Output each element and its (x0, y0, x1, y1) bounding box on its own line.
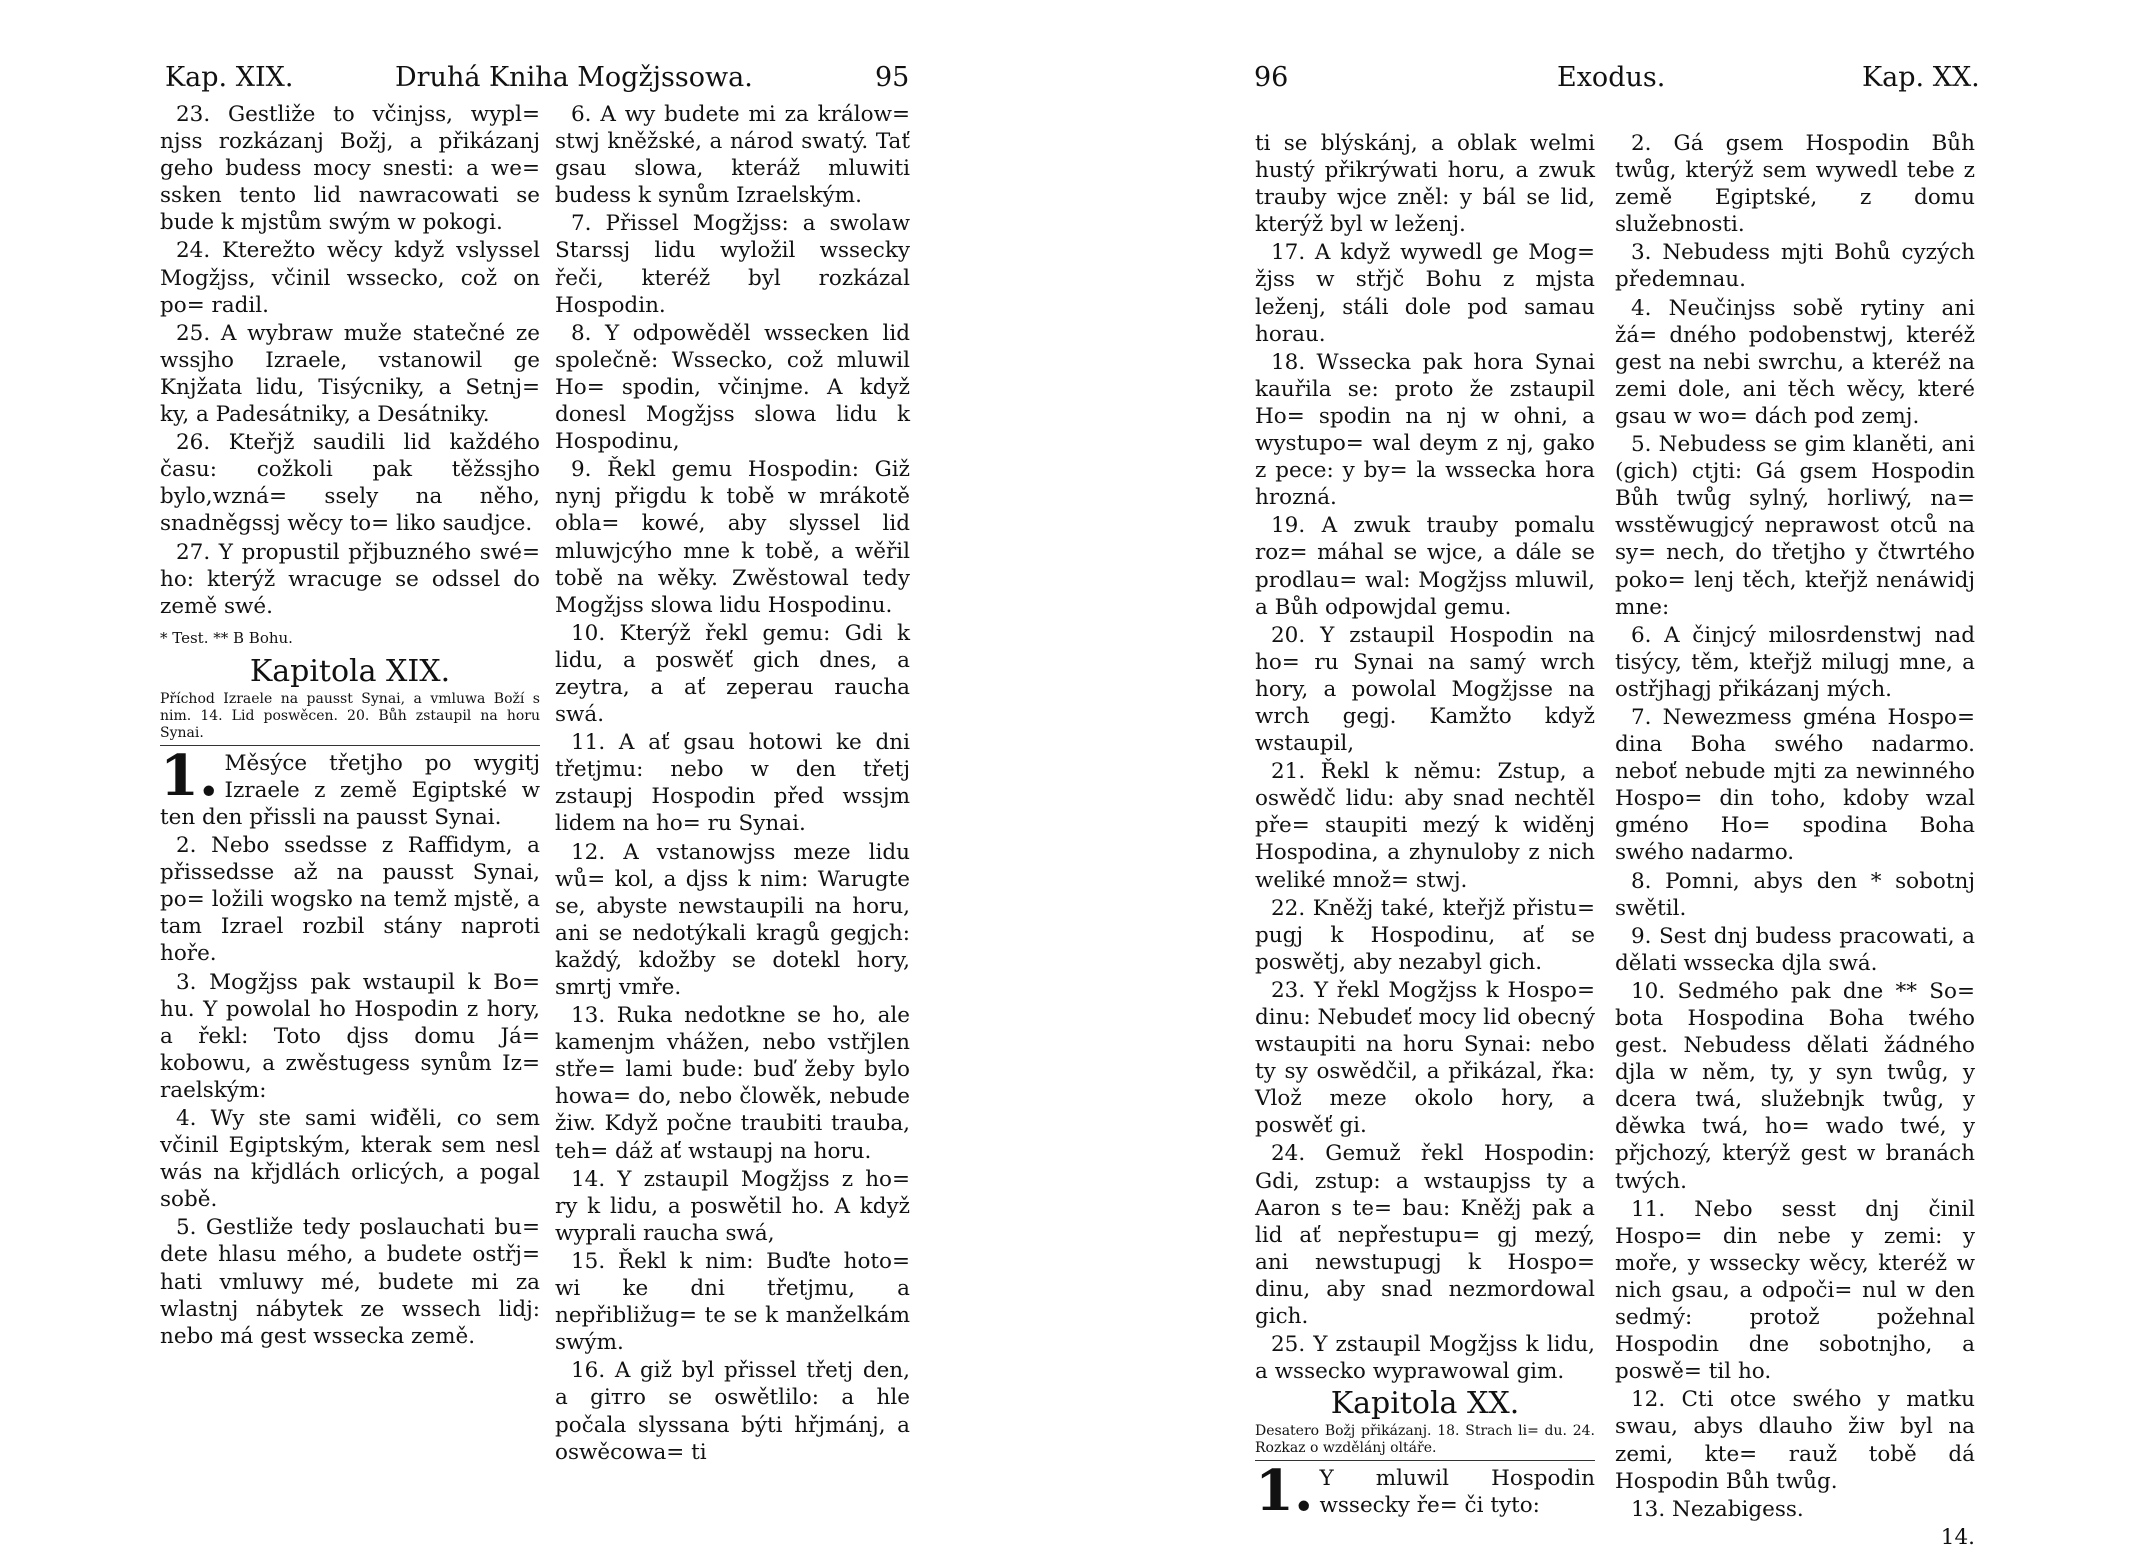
verse-1-text: Měsýce třetjho po wygitj Izraele z země Egiptské w ten den přissli na pausst Synai. (160, 750, 540, 830)
right-column-1 (1255, 130, 1595, 1525)
verse: 4. Wy ste sami wiđěli, co sem včinil Egiptským, kterak sem nesl wás na křjdlách orlicých, a pogal sobě. (160, 1106, 540, 1213)
verse: 4. Neučinjss sobě rytiny ani žá= dného podobenstwj, kteréž gest na nebi swrchu, a kteréž na zemi dole, ani těch wěcy, které gsau w wo= dách pod zemj. (1615, 295, 1975, 429)
verse: 24. Gemuž řekl Hospodin: Gdi, zstup: a wstaupjss ty a Aaron s te= bau: Kněžj pak a lid ať nepřestupu= gj mezý, ani newstupugj k Hospo= dinu, aby snad nezmordowal gich. (1255, 1141, 1595, 1330)
chapter-summary: Příchod Izraele na pausst Synai, a vmluwa Boží s nim. 14. Lid poswěcen. 20. Bůh zstaupil na horu Synai. (160, 691, 540, 746)
verse: 27. Y propustil přjbuzného swé= ho: kterýž wracuge se odssel do země swé. (160, 539, 540, 619)
verse: 23. Gestliže to včinjss, wypl= njss rozkázanj Božj, a přikázanj geho budess mocy snesti: a we= ssken tento lid nawracowati se bude k mjstům swým w pokogi. (160, 102, 540, 236)
verse: 24. Kterežto wěcy když vslyssel Mogžjss, včinil wssecko, což on po= radil. (160, 238, 540, 318)
chapter-heading: Kapitola XIX. (249, 653, 451, 689)
verse: 8. Y odpowěděl wssecken lid společně: Wssecko, což mluwil Ho= spodin, včinjme. A když donesl Mogžjss slowa lidu k Hospodinu, (555, 320, 910, 455)
chapter-running-head: Kap. XIX. (165, 62, 294, 93)
drop-cap-number: 1. (160, 742, 219, 809)
verse: 11. Nebo sesst dnj činil Hospo= din nebe y zemi: y moře, y wssecky wěcy, kteréž w nich gsau, a odpoči= nul w den sedmý: protož požehnal Hospodin dne sobotnjho, a poswě= til ho. (1615, 1196, 1975, 1385)
verse-1 (1255, 1458, 1595, 1525)
verse: 9. Sest dnj budess pracowati, a dělati wssecka djla swá. (1615, 923, 1975, 976)
chapter-heading: Kapitola XX. (1330, 1386, 1520, 1422)
verse-1 (160, 742, 540, 831)
verse: 5. Nebudess se gim klaněti, ani (gich) ctjti: Gá gsem Hospodin Bůh twůg sylný, horliwý, na= wsstěwugjcý neprawost otců na sy= nech, do třetjho y čtwrtého poko= lenj těch, kteřjž nenáwidj mne: (1615, 432, 1975, 620)
verse: 25. A wybraw muže statečné ze wssjho Izraele, vstanowil ge Knjžata lidu, Tisýcniky, a Setnj= ky, a Padesátniky, a Desátniky. (160, 320, 540, 428)
catchword: 14. (1940, 1524, 1975, 1550)
verse: 14. Y zstaupil Mogžjss z ho= ry k lidu, a poswětil ho. A když wyprali raucha swá, (555, 1166, 910, 1246)
verse: 25. Y zstaupil Mogžjss k lidu, a wssecko wyprawowal gim. (1255, 1332, 1595, 1385)
verse: 18. Wssecka pak hora Synai kauřila se: proto že zstaupil Ho= spodin na nj w ohni, a wystupo= wal deym z nj, gako z pece: y by= la wssecka hora hrozná. (1255, 349, 1595, 511)
verse: 13. Ruka nedotkne se ho, ale kamenjm vhážen, nebo vstřjlen stře= lami bude: buď žeby bylo howa= do, nebo člowěk, nebude žiw. Když počne traubiti trauba, teh= dáž ať wstaupj na horu. (555, 1003, 910, 1164)
chapter-summary: Desatero Božj přikázanj. 18. Strach li= du. 24. Rozkaz o wzdělánj oltáře. (1255, 1423, 1595, 1461)
verse: 8. Pomni, abys den * sobotnj swětil. (1615, 868, 1975, 921)
verse: 26. Kteřjž saudili lid každého času: cožkoli pak těžssjho bylo,wzná= ssely na něho, snadněgssj wěcy to= liko saudjce. (160, 430, 540, 537)
page-number: 96 (1254, 62, 1289, 93)
book-running-title: Exodus. (1557, 62, 1666, 93)
verse: 5. Gestliže tedy poslauchati bu= dete hlasu mého, a budete ostřj= hati vmluwy mé, budete mi za wlastnj nábytek ze wssech lidj: nebo má gest wssecka země. (160, 1215, 540, 1349)
chapter-running-head: Kap. XX. (1862, 62, 1980, 93)
verse: 11. A ať gsau hotowi ke dni třetjmu: nebo w den třetj zstaupj Hospodin před wssjm lidem na ho= ru Synai. (555, 730, 910, 837)
verse-1-text: Y mluwil Hospodin wssecky ře= či tyto: (1319, 1466, 1595, 1519)
verse: 15. Řekl k nim: Buďte hoto= wi ke dni třetjmu, a nepřibližug= te se k manželkám swým. (555, 1248, 910, 1356)
verse: 16. A giž byl přissel třetj den, a giтro se oswětlilo: a hle počala slyssana býti hřjmánj, a oswěcowa= ti (555, 1358, 910, 1465)
verse: 3. Nebudess mjti Bohů cyzých předemnau. (1615, 240, 1975, 293)
verse: 6. A činjcý milosrdenstwj nad tisýcy, těm, kteřjž milugj mne, a ostřjhagj přikázanj mých. (1615, 622, 1975, 702)
verse: 10. Sedmého pak dne ** So= bota Hospodina Boha twého gest. Nebudess dělati žádného djla w něm, ty, y syn twůg, y dcera twá, služebnjk twůg, y děwka twá, ho= wado twé, y přjchozý, kterýž gest w branách twých. (1615, 978, 1975, 1194)
verse: 12. A vstanowjss meze lidu wů= kol, a djss k nim: Warugte se, abyste newstaupili na horu, ani se nedotýkali kragů gegjch: každý, kdožby se dotekl hory, smrtj vmře. (555, 839, 910, 1000)
verse: ti se blýskánj, a oblak welmi hustý přikrýwati horu, a zwuk trauby wjce zněl: y bál se lid, kterýž byl w leženj. (1255, 131, 1595, 238)
verse: 3. Mogžjss pak wstaupil k Bo= hu. Y powolal ho Hospodin z hory, a řekl: Toto djss domu Já= kobowu, a zwěstugess synům Iz= raelským: (160, 969, 540, 1103)
verse: 21. Řekl k němu: Zstup, a oswědč lidu: aby snad nechtěl pře= staupiti mezý k widěnj Hospodina, a zhynuloby z nich weliké množ= stwj. (1255, 759, 1595, 893)
page-number: 95 (875, 62, 910, 93)
verse: 17. A když wywedl ge Mog= žjss w střjč Bohu z mjsta leženj, stáli dole pod samau horau. (1255, 240, 1595, 347)
verse: 20. Y zstaupil Hospodin na ho= ru Synai na samý wrch hory, a powolal Mogžjsse na wrch gegj. Kamžto když wstaupil, (1255, 622, 1595, 757)
book-running-title: Druhá Kniha Mogžjssowa. (395, 62, 753, 93)
drop-cap-number: 1. (1255, 1458, 1314, 1525)
verse: 12. Cti otce swého y matku swau, abys dlauho žiw byl na zemi, kte= rauž tobě dá Hospodin Bůh twůg. (1615, 1387, 1975, 1494)
footnote: * Test. ** B Bohu. (160, 628, 293, 647)
verse: 6. A wy budete mi za králow= stwj kněžské, a národ swatý. Tať gsau slowa, kteráž mluwiti budess k synům Izraelským. (555, 102, 910, 209)
verse: 7. Přissel Mogžjss: a swolaw Starssj lidu wyložil wssecky řeči, kteréž byl rozkázal Hospodin. (555, 211, 910, 318)
verse: 2. Gá gsem Hospodin Bůh twůg, kterýž sem wywedl tebe z země Egiptské, z domu služebnosti. (1615, 131, 1975, 238)
left-column-2 (555, 101, 910, 1467)
verse: 10. Kterýž řekl gemu: Gdi k lidu, a poswěť gich dnes, a zeytra, a ať zeperau raucha swá. (555, 620, 910, 728)
verse: 22. Kněžj také, kteřjž přistu= pugj k Hospodinu, ať se poswětj, aby nezabyl gich. (1255, 895, 1595, 975)
right-page (1077, 0, 2154, 1550)
left-page (0, 0, 1077, 1501)
verse: 7. Newezmess gména Hospo= dina Boha swého nadarmo. neboť nebude mjti za newinného Hospo= din toho, kdoby wzal gméno Ho= spodina Boha swého nadarmo. (1615, 704, 1975, 866)
verse: 2. Nebo ssedsse z Raffidym, a přissedsse až na pausst Synai, po= ložili wogsko na temž mjstě, a tam Izrael rozbil stány naproti hoře. (160, 833, 540, 967)
verse: 19. A zwuk trauby pomalu roz= máhal se wjce, a dále se prodlau= wal: Mogžjss mluwil, a Bůh odpowjdal gemu. (1255, 513, 1595, 620)
verse: 23. Y řekl Mogžjss k Hospo= dinu: Nebudeť mocy lid obecný wstaupiti na horu Synai: nebo ty sy oswědčil, a přikázal, řka: Vlož meze okolo hory, a poswěť gi. (1255, 977, 1595, 1139)
verse-with-catchword (1615, 1524, 1975, 1551)
right-column-2 (1615, 130, 1975, 1552)
verse: 9. Řekl gemu Hospodin: Giž nynj přigdu k tobě w mrákotě obla= kowé, aby slyssel lid mluwjcýho mne k tobě, a wěřil tobě na wěky. Zwěstowal tedy Mogžjss slowa lidu Hospodinu. (555, 457, 910, 618)
verse: 13. Nezabigess. (1631, 1496, 1804, 1522)
left-column-1 (160, 101, 540, 1351)
